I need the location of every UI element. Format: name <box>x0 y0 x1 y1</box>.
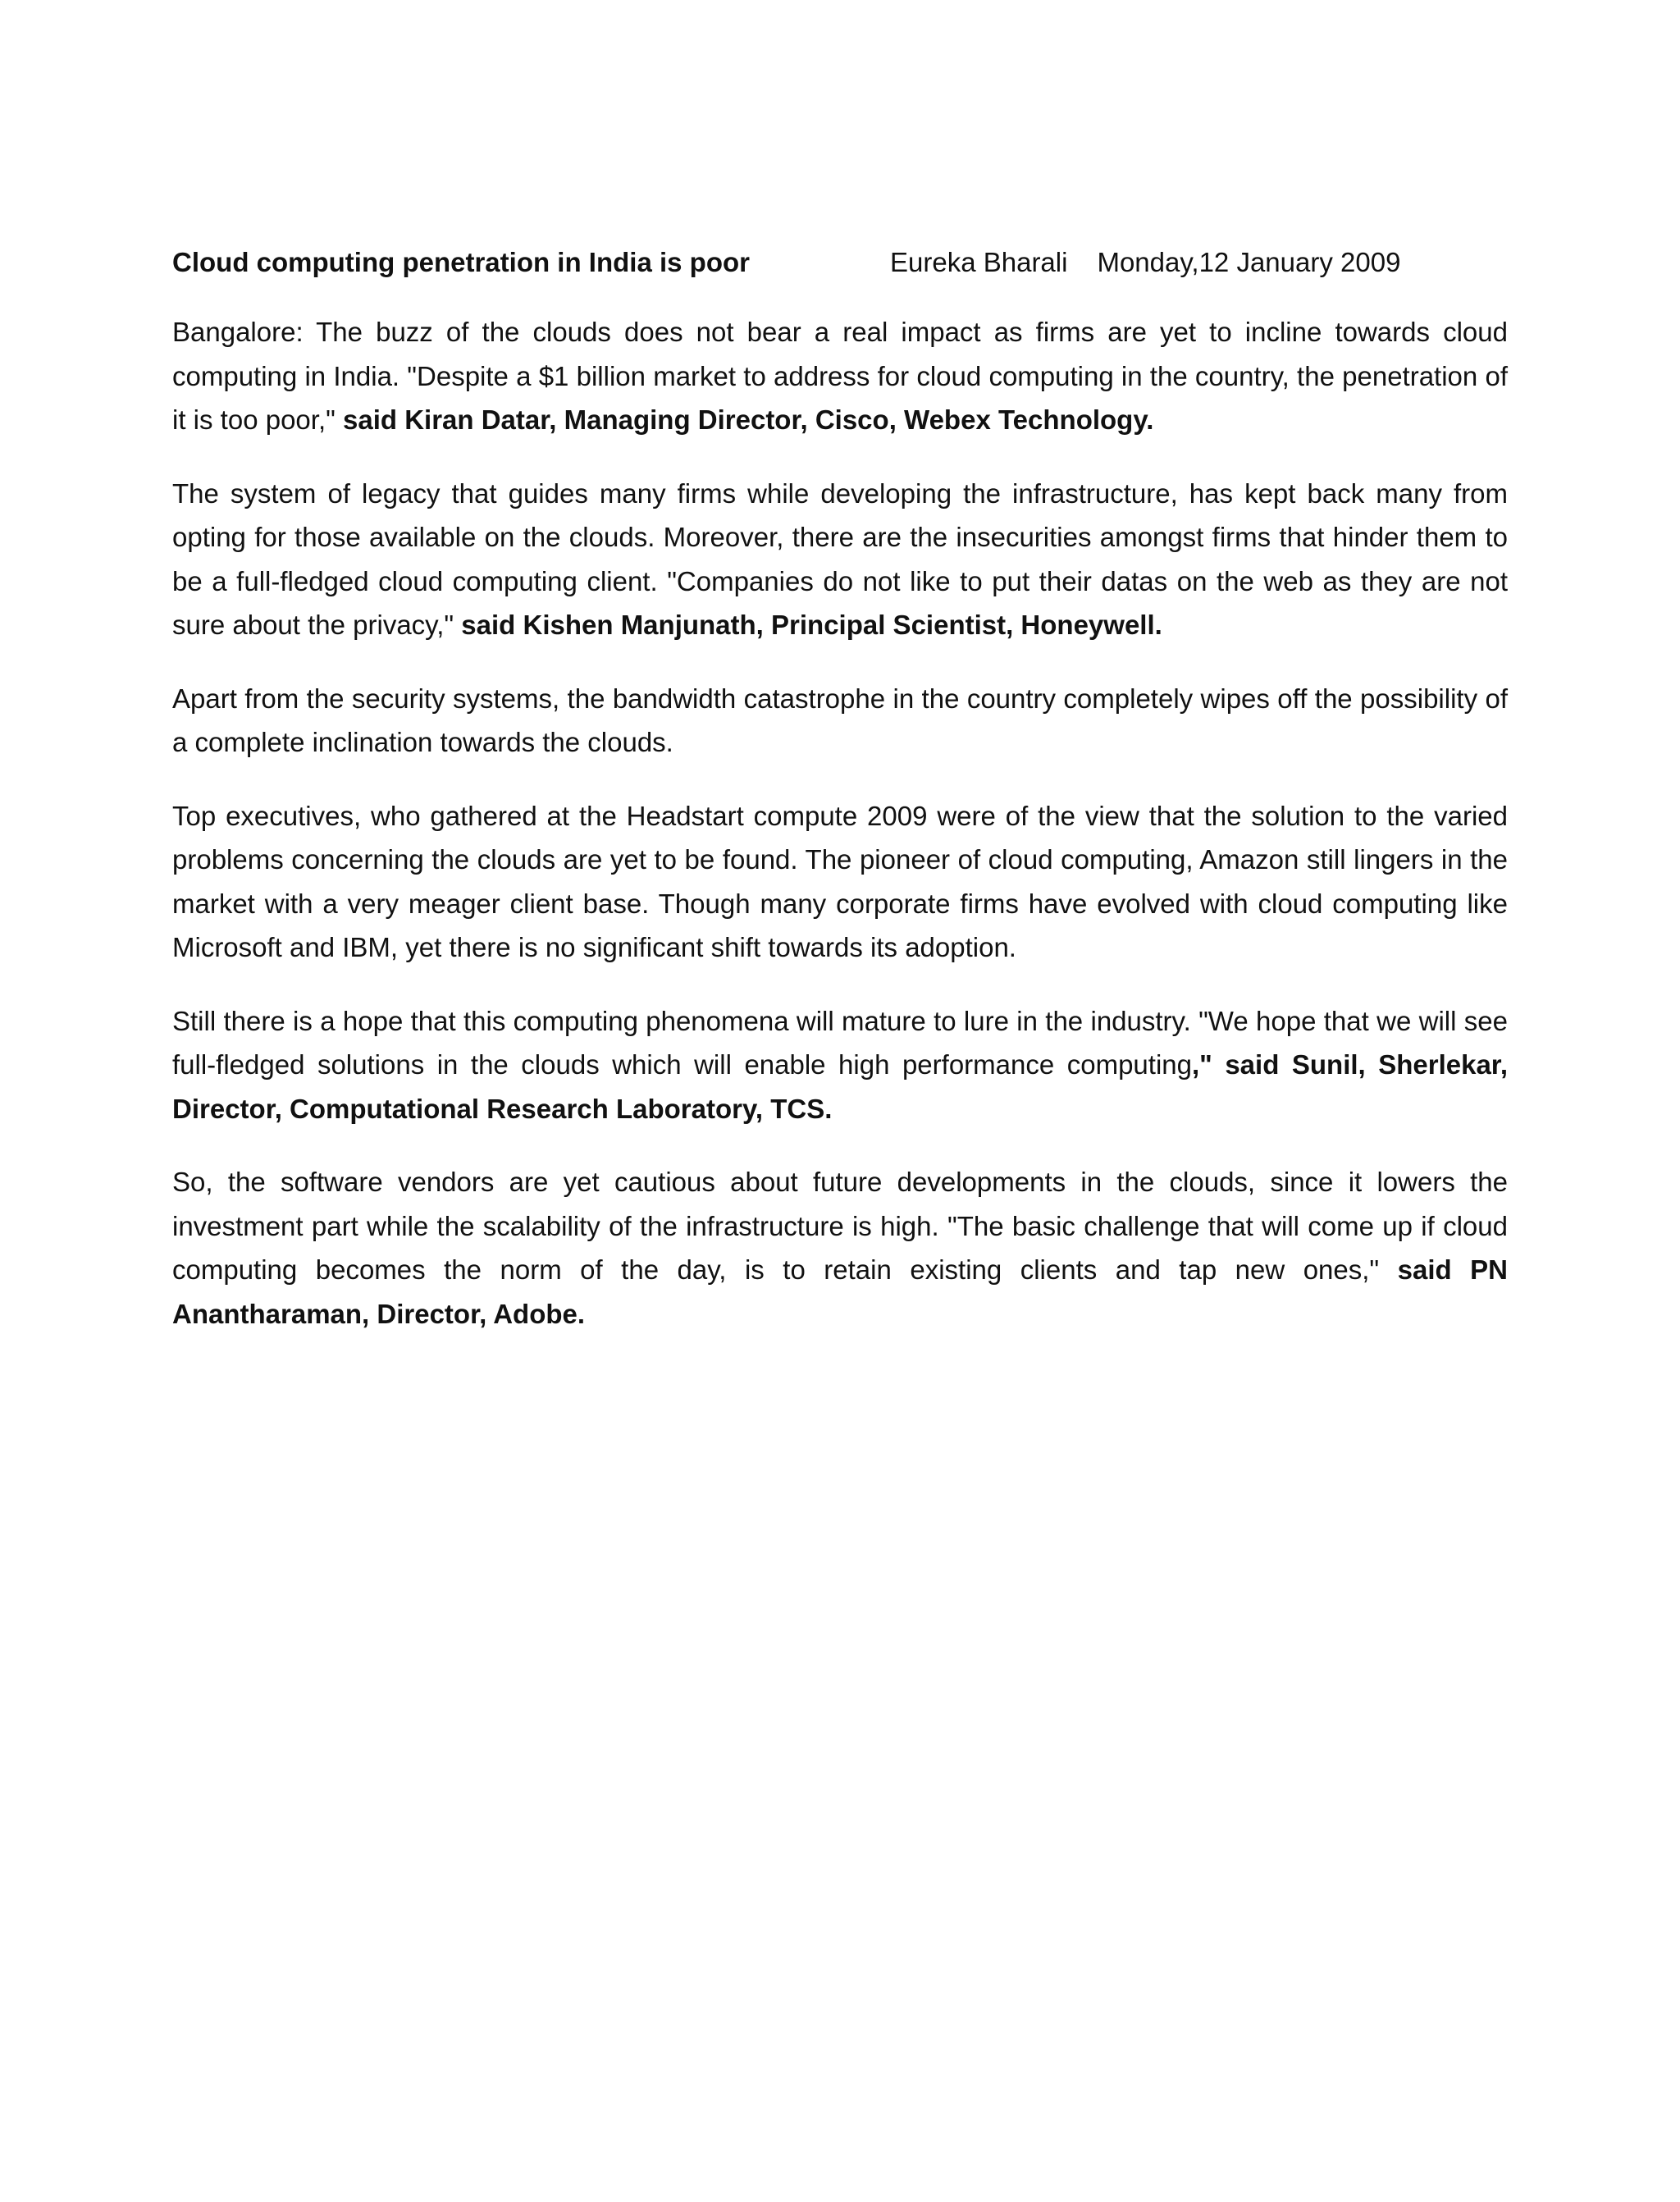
paragraph-1 <box>172 310 1508 442</box>
article <box>172 244 1508 1365</box>
paragraph-3 <box>172 677 1508 765</box>
paragraph-6 <box>172 1160 1508 1336</box>
article-title: Cloud computing penetration in India is poor <box>172 247 750 277</box>
paragraph-4 <box>172 794 1508 970</box>
paragraph-text: Apart from the security systems, the bandwidth catastrophe in the country completely wipes off the possibility of a complete inclination towards the clouds. <box>172 683 1508 757</box>
quote-attribution: ," said Sunil, Sherlekar, Director, Computational Research Laboratory, TCS. <box>172 1049 1508 1124</box>
paragraph-text: Still there is a hope that this computing phenomena will mature to lure in the industry. "We hope that we will see full-fledged solutions in the clouds which will enable high performance computing <box>172 1005 1508 1080</box>
article-header <box>172 244 1508 281</box>
paragraph-text: The system of legacy that guides many firms while developing the infrastructure, has kept back many from opting for those available on the clouds. Moreover, there are the insecurities amongst firms that hinder them to be a full-fledged cloud computing client. "Companies do not like to put their datas on the web as they are not sure about the privacy," <box>172 477 1508 640</box>
quote-attribution: said Kiran Datar, Managing Director, Cisco, Webex Technology. <box>343 404 1154 435</box>
paragraph-text: Top executives, who gathered at the Headstart compute 2009 were of the view that the solution to the varied problems concerning the clouds are yet to be found. The pioneer of cloud computing, Amazon still lingers in the market with a very meager client base. Though many corporate firms have evolved with cloud computing like Microsoft and IBM, yet there is no significant shift towards its adoption. <box>172 800 1508 962</box>
quote-attribution: said Kishen Manjunath, Principal Scientist, Honeywell. <box>461 610 1162 640</box>
quote-attribution: said PN Anantharaman, Director, Adobe. <box>172 1254 1508 1329</box>
article-date: Monday,12 January 2009 <box>1097 247 1401 277</box>
paragraph-text: Bangalore: The buzz of the clouds does not bear a real impact as firms are yet to incline towards cloud computing in India. "Despite a $1 billion market to address for cloud computing in the country, the penetration of it is too poor," <box>172 317 1508 435</box>
paragraph-2 <box>172 472 1508 647</box>
article-author: Eureka Bharali <box>890 247 1068 277</box>
paragraph-5 <box>172 999 1508 1131</box>
paragraph-text: So, the software vendors are yet cautious about future developments in the clouds, since it lowers the investment part while the scalability of the infrastructure is high. "The basic challenge that will come up if cloud computing becomes the norm of the day, is to retain existing clients and tap new ones," <box>172 1167 1508 1285</box>
